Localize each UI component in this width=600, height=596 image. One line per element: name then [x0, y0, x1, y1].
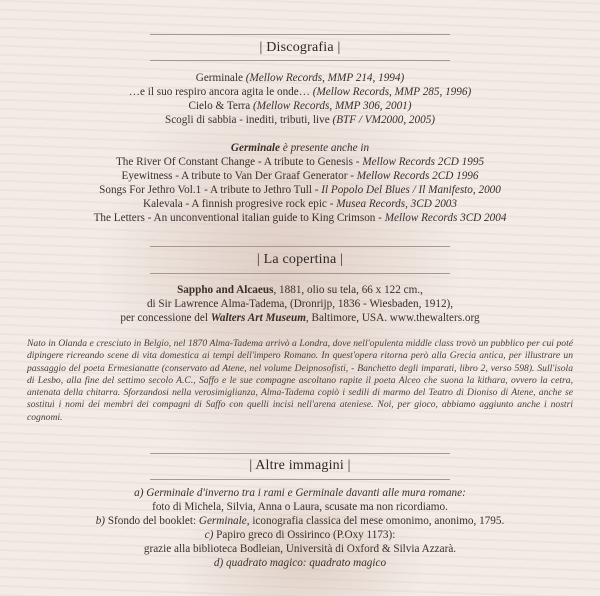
image-a-line: a) Germinale d'inverno tra i rami e Germinale davanti alle mura romane:: [134, 487, 466, 499]
section-rule: [150, 34, 450, 35]
copertina-heading: | La copertina |: [256, 252, 344, 267]
tribute-line: Songs For Jethro Vol.1 - A tribute to Jethro Tull - Il Popolo Del Blues / Il Manifesto, 2000: [99, 184, 501, 196]
album-line: …e il suo respiro ancora agita le onde… (Mellow Records, MMP 285, 1996): [128, 86, 472, 98]
image-b-line: b) Sfondo del booklet: Germinale, iconografia classica del mese omonimo, anonimo, 1795.: [95, 515, 505, 527]
album-line: Scogli di sabbia - inediti, tributi, live (BTF / VM2000, 2005): [164, 114, 436, 126]
image-d-line: d) quadrato magico: quadrato magico: [213, 557, 387, 569]
section-rule: [150, 60, 450, 61]
image-c-credit: grazie alla biblioteca Bodleian, Università di Oxford & Silvia Azzarà.: [143, 543, 457, 555]
album-line: Germinale (Mellow Records, MMP 214, 1994): [195, 72, 405, 84]
section-rule: [150, 246, 450, 247]
tribute-line: Eyewitness - A tribute to Van Der Graaf Generator - Mellow Records 2CD 1996: [121, 170, 479, 182]
section-rule: [150, 453, 450, 454]
image-c-line: c) Papiro greco di Ossirinco (P.Oxy 1173):: [204, 529, 396, 541]
tribute-line: The Letters - An unconventional italian guide to King Crimson - Mellow Records 3CD 2004: [93, 212, 507, 224]
copertina-paragraph: Nato in Olanda e cresciuto in Belgio, nel 1870 Alma-Tadema arrivò a Londra, dove nell'opulenta middle class trovò un pubblico per cui poté dipingere ricreando scene di vita domestica ai tempi dell'impero Romano. In quest'opera ritorna però alla Grecia antica, per illustrare un passaggio del poeta Ermesianatte (conservato ad Atene, nel volume Deipnosofisti, - Banchetto degli imparati, libro 2, verso 598). Sull'isola di Lesbo, alla fine del settimo secolo A.C., Saffo e le sue compagne ascoltano rapite il poeta Alceo che suona la kithara, ovvero la cetra, antenata della chitarra. Sforzandosi nella verosimiglianza, Alma-Tadema copiò i sedili di marmo del Teatro di Dioniso di Atene, anche se sostituì i nomi dei membri dei compagni di Saffo con quelli incisi nell'arena ateniese. Noi, per gioco, abbiamo aggiunto anche i nostri cognomi.: [27, 338, 573, 423]
album-line: Cielo & Terra (Mellow Records, MMP 306, 2001): [188, 100, 412, 112]
painting-artist-line: di Sir Lawrence Alma-Tadema, (Dronrijp, 1836 - Wiesbaden, 1912),: [146, 298, 454, 310]
tribute-line: The River Of Constant Change - A tribute to Genesis - Mellow Records 2CD 1995: [115, 156, 485, 168]
painting-title-line: Sappho and Alcaeus, 1881, olio su tela, 66 x 122 cm.,: [177, 284, 423, 296]
discografia-heading: | Discografia |: [259, 40, 341, 55]
section-rule: [150, 273, 450, 274]
section-rule: [150, 479, 450, 480]
image-a-credit: foto di Michela, Silvia, Anna o Laura, scusate ma non ricordiamo.: [152, 501, 448, 513]
altre-heading: | Altre immagini |: [249, 458, 351, 473]
also-featured-line: Germinale è presente anche in: [230, 142, 370, 154]
tribute-line: Kalevala - A finnish progresive rock epic - Musea Records, 3CD 2003: [142, 198, 457, 210]
painting-credit-line: per concessione del Walters Art Museum, Baltimore, USA. www.thewalters.org: [120, 312, 480, 324]
